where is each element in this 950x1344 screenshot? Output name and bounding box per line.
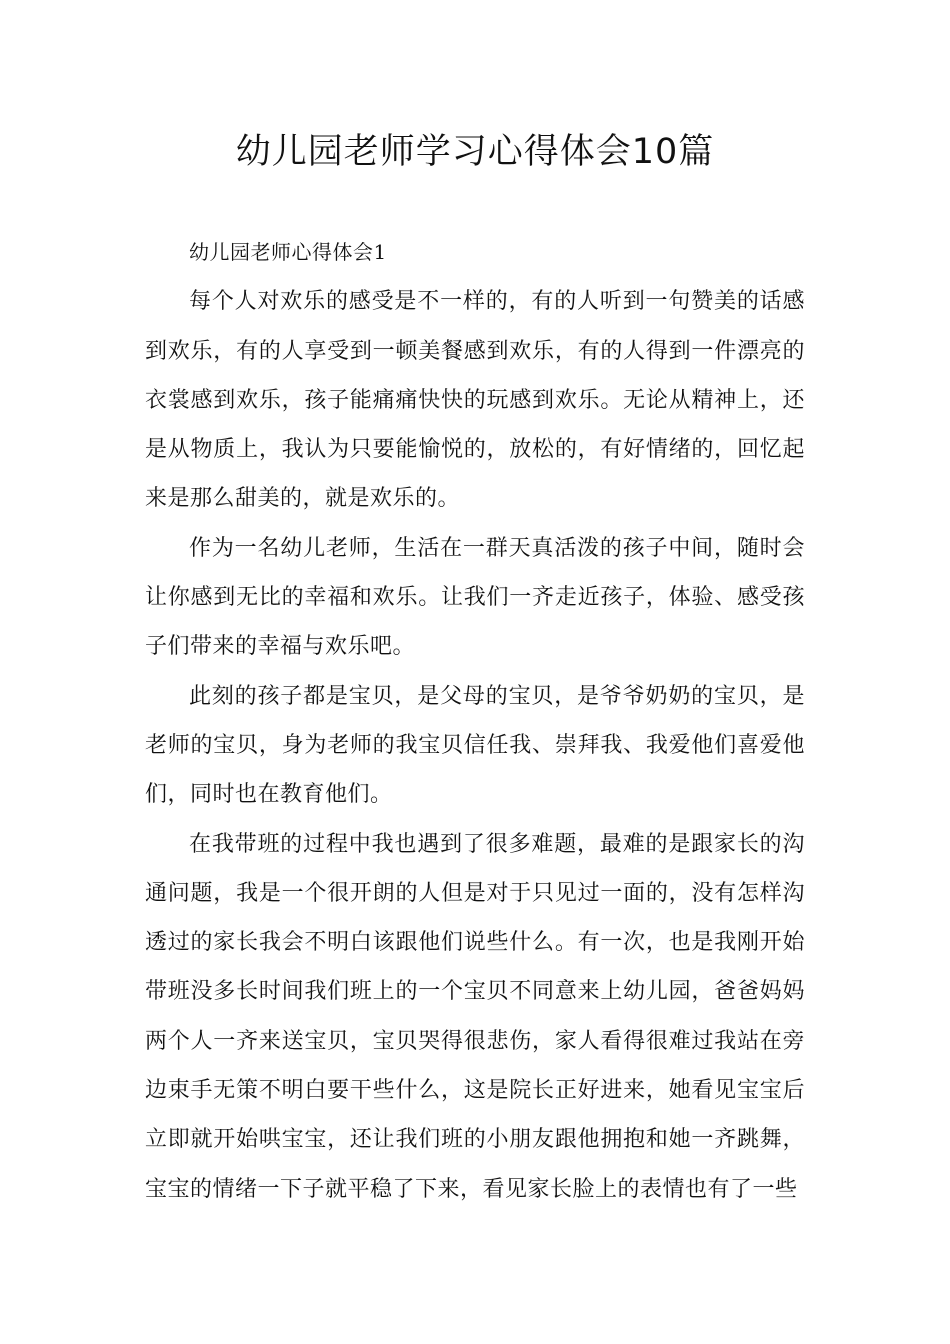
paragraph: 此刻的孩子都是宝贝，是父母的宝贝，是爷爷奶奶的宝贝，是老师的宝贝，身为老师的我宝贝信任我、崇拜我、我爱他们喜爱他们，同时也在教育他们。 [145,683,805,808]
paragraph: 作为一名幼儿老师，生活在一群天真活泼的孩子中间，随时会让你感到无比的幸福和欢乐。让我们一齐走近孩子，体验、感受孩子们带来的幸福与欢乐吧。 [145,535,805,660]
document-body [145,228,805,1214]
document-title: 幼儿园老师学习心得体会10篇 [235,132,715,172]
paragraph: 每个人对欢乐的感受是不一样的，有的人听到一句赞美的话感到欢乐，有的人享受到一顿美餐感到欢乐，有的人得到一件漂亮的衣裳感到欢乐，孩子能痛痛快快的玩感到欢乐。无论从精神上，还是从物质上，我认为只要能愉悦的，放松的，有好情绪的，回忆起来是那么甜美的，就是欢乐的。 [145,289,805,512]
section-heading: 幼儿园老师心得体会1 [189,240,387,264]
paragraph: 在我带班的过程中我也遇到了很多难题，最难的是跟家长的沟通问题，我是一个很开朗的人但是对于只见过一面的，没有怎样沟透过的家长我会不明白该跟他们说些什么。有一次，也是我刚开始带班没多长时间我们班上的一个宝贝不同意来上幼儿园，爸爸妈妈两个人一齐来送宝贝，宝贝哭得很悲伤，家人看得很难过我站在旁边束手无策不明白要干些什么，这是院长正好进来，她看见宝宝后立即就开始哄宝宝，还让我们班的小朋友跟他拥抱和她一齐跳舞，宝宝的情绪一下子就平稳了下来，看见家长脸上的表情也有了一些 [145,831,805,1202]
